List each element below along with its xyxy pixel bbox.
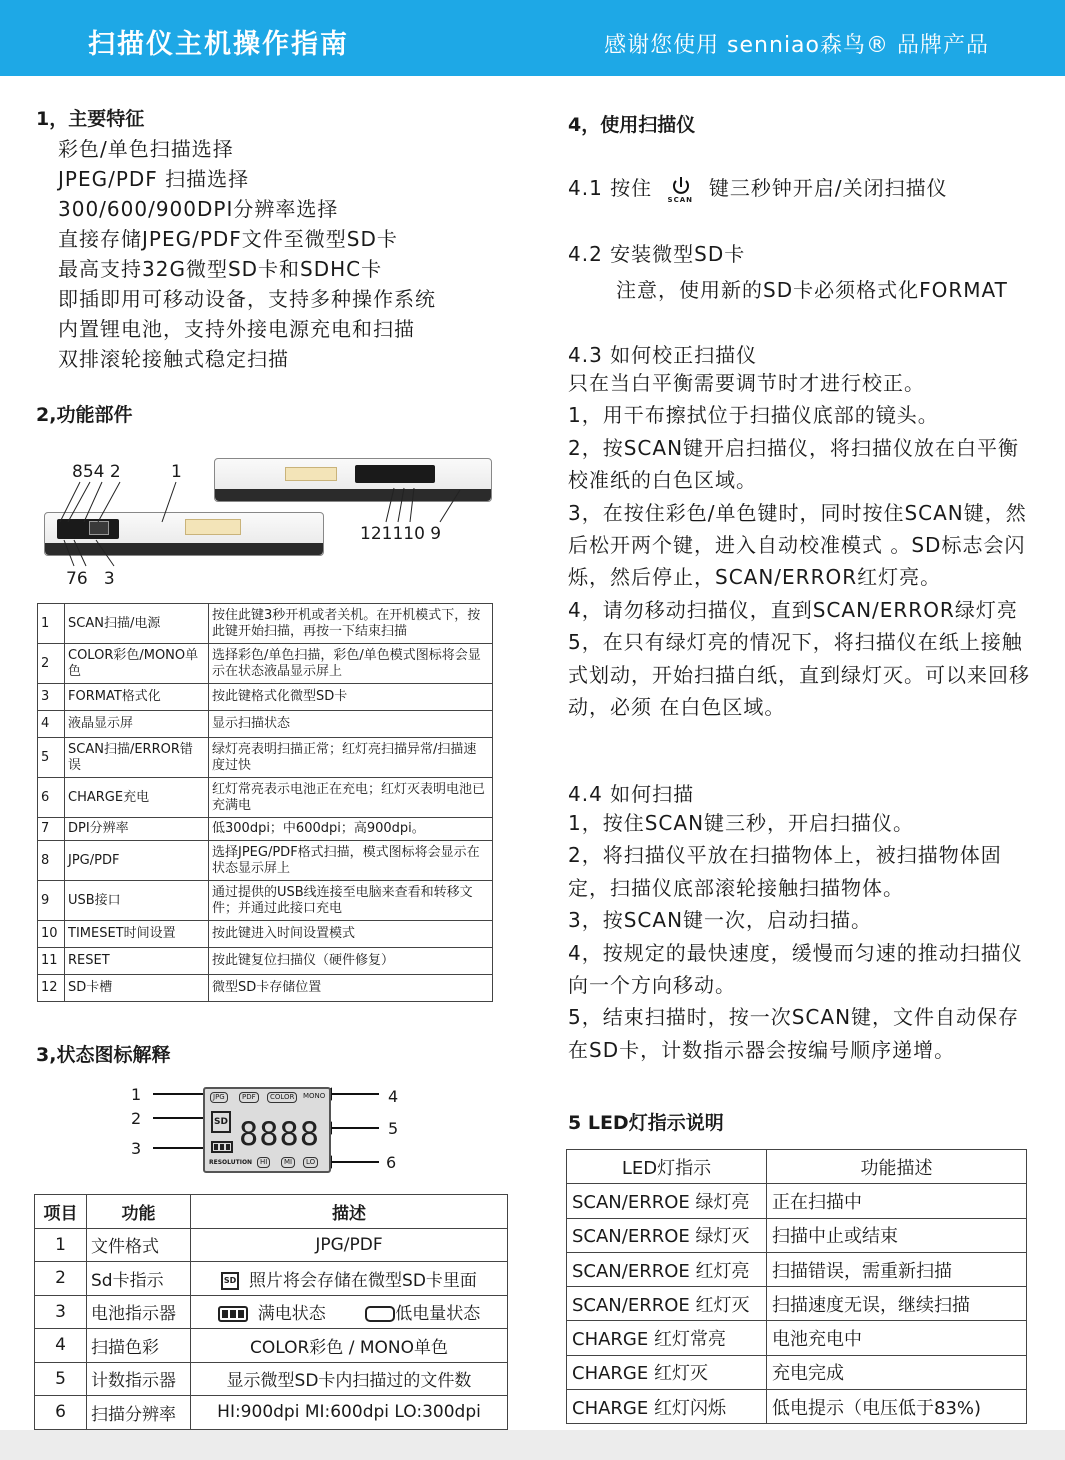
step-4-4-body: 1，按住SCAN键三秒，开启扫描仪。 2，将扫描仪平放在扫描物体上，被扫描物体固定，扫描仪底部滚轮接触扫描物体。 3，按SCAN键一次，启动扫描。 4，按规定的最快速度，缓慢而匀速的推动扫描仪向一个方向移动。 5，结束扫描时，按一次SCAN键，文件自动保存在SD卡，计数指示器会按编号顺序递增。 — [568, 811, 1023, 1062]
step-4-1-pre: 4.1 按住 — [568, 176, 653, 200]
row-description: JPG/PDF — [191, 1228, 508, 1262]
part-name: SD卡槽 — [65, 975, 209, 1002]
feature-item: JPEG/PDF 扫描选择 — [58, 167, 250, 191]
row-function: 扫描分辨率 — [87, 1396, 191, 1430]
table-row — [38, 841, 493, 881]
row-description — [191, 1295, 508, 1329]
lcd-tag-lo: LO — [303, 1157, 318, 1168]
part-name: RESET — [65, 948, 209, 975]
part-number: 1 — [38, 604, 65, 644]
part-description: 按住此键3秒开机或者关机。在开机模式下，按此键开始扫描，再按一下结束扫描 — [209, 604, 493, 644]
bottom-band — [0, 1430, 1065, 1460]
row-number: 4 — [35, 1329, 87, 1363]
part-number: 4 — [38, 711, 65, 738]
col-header: 功能描述 — [767, 1150, 1027, 1184]
table-row — [38, 711, 493, 738]
table-row — [35, 1329, 508, 1363]
diagram-label: 1 — [171, 462, 182, 482]
col-header: LED灯指示 — [567, 1150, 767, 1184]
part-name: 液晶显示屏 — [65, 711, 209, 738]
led-function: 扫描中止或结束 — [767, 1218, 1027, 1252]
led-function: 低电提示（电压低于83%) — [767, 1390, 1027, 1424]
lcd-tag-pdf: PDF — [239, 1092, 259, 1103]
part-number: 8 — [38, 841, 65, 881]
table-row — [38, 881, 493, 921]
part-name: TIMESET时间设置 — [65, 921, 209, 948]
table-row — [38, 738, 493, 778]
table-row — [567, 1390, 1027, 1424]
table-row — [38, 948, 493, 975]
table-header-row — [567, 1150, 1027, 1184]
led-indicator: SCAN/ERROE 绿灯亮 — [567, 1184, 767, 1218]
led-function: 正在扫描中 — [767, 1184, 1027, 1218]
part-number: 12 — [38, 975, 65, 1002]
led-function: 电池充电中 — [767, 1321, 1027, 1355]
col-header: 功能 — [87, 1195, 191, 1229]
feature-item: 300/600/900DPI分辨率选择 — [58, 197, 339, 221]
row-function: 文件格式 — [87, 1228, 191, 1262]
status-icon-diagram — [125, 1080, 415, 1180]
part-name: DPI分辨率 — [65, 818, 209, 841]
led-function: 扫描错误，需重新扫描 — [767, 1252, 1027, 1286]
part-description: 通过提供的USB线连接至电脑来查看和转移文件；并通过此接口充电 — [209, 881, 493, 921]
part-description: 按此键进入时间设置模式 — [209, 921, 493, 948]
row-function: 电池指示器 — [87, 1295, 191, 1329]
parts-table — [37, 603, 493, 1002]
part-number: 7 — [38, 818, 65, 841]
table-row — [38, 644, 493, 684]
diagram-label: 121110 9 — [360, 524, 442, 544]
lcd-tag-mono: MONO — [303, 1092, 326, 1100]
lcd-tag-hi: HI — [257, 1157, 270, 1168]
section4-title: 4，使用扫描仪 — [568, 114, 696, 136]
section2-title: 2,功能部件 — [36, 404, 133, 426]
row-description: 显示微型SD卡内扫描过的文件数 — [191, 1362, 508, 1396]
header-banner — [0, 0, 1065, 76]
led-indicator: SCAN/ERROE 红灯灭 — [567, 1287, 767, 1321]
battery-low-label: 低电量状态 — [395, 1304, 481, 1325]
sd-card-icon: SD — [211, 1111, 231, 1133]
table-row — [567, 1252, 1027, 1286]
callout-number: 6 — [386, 1153, 397, 1172]
row-function: 计数指示器 — [87, 1362, 191, 1396]
table-row — [35, 1362, 508, 1396]
part-number: 10 — [38, 921, 65, 948]
section1-title: 1，主要特征 — [36, 108, 145, 130]
callout-number: 2 — [131, 1109, 142, 1128]
section5-title: 5 LED灯指示说明 — [568, 1112, 724, 1134]
lcd-display-illustration — [203, 1087, 331, 1173]
table-row — [38, 778, 493, 818]
row-description: COLOR彩色 / MONO单色 — [191, 1329, 508, 1363]
feature-item: 双排滚轮接触式稳定扫描 — [58, 347, 289, 371]
table-row — [38, 604, 493, 644]
part-description: 选择彩色/单色扫描，彩色/单色模式图标将会显示在状态液晶显示屏上 — [209, 644, 493, 684]
table-row — [35, 1262, 508, 1296]
section3-title: 3,状态图标解释 — [36, 1044, 171, 1066]
part-name: JPG/PDF — [65, 841, 209, 881]
led-indicator: CHARGE 红灯常亮 — [567, 1321, 767, 1355]
table-row — [567, 1355, 1027, 1389]
brand-thanks: 感谢您使用 senniao森鸟® 品牌产品 — [604, 33, 989, 58]
row-function: Sd卡指示 — [87, 1262, 191, 1296]
step-4-3-body: 只在当白平衡需要调节时才进行校正。 1，用干布擦拭位于扫描仪底部的镜头。 2，按SCAN键开启扫描仪，将扫描仪放在白平衡校准纸的白色区域。 3，在按住彩色/单色键时，同时按住SCAN键，然后松开两个键，进入自动校准模式 。SD标志会闪烁，然后停止，SCAN/ERROR红灯亮。 4，请勿移动扫描仪，直到SCAN/ERROR绿灯亮 5，在只有绿灯亮的情况下，将扫描仪在纸上接触式划动，开始扫描白纸，直到绿灯灭。可以来回移动，必须 在白色区域。 — [568, 371, 1030, 720]
feature-item: 最高支持32G微型SD卡和SDHC卡 — [58, 257, 383, 281]
part-description: 显示扫描状态 — [209, 711, 493, 738]
power-icon-label: SCAN — [667, 195, 693, 204]
row-number: 1 — [35, 1228, 87, 1262]
led-function: 充电完成 — [767, 1355, 1027, 1389]
step-4-1-post: 键三秒钟开启/关闭扫描仪 — [708, 176, 948, 200]
col-header: 项目 — [35, 1195, 87, 1229]
row-function: 扫描色彩 — [87, 1329, 191, 1363]
part-name: USB接口 — [65, 881, 209, 921]
feature-item: 直接存储JPEG/PDF文件至微型SD卡 — [58, 227, 398, 251]
battery-full-icon — [218, 1306, 248, 1322]
led-indicator: SCAN/ERROE 红灯亮 — [567, 1252, 767, 1286]
row-description: HI:900dpi MI:600dpi LO:300dpi — [191, 1396, 508, 1430]
part-name: COLOR彩色/MONO单色 — [65, 644, 209, 684]
part-name: SCAN扫描/ERROR错误 — [65, 738, 209, 778]
table-row — [567, 1287, 1027, 1321]
table-row — [35, 1396, 508, 1430]
part-number: 11 — [38, 948, 65, 975]
battery-low-icon — [365, 1306, 395, 1322]
power-icon — [666, 175, 696, 205]
scanner-diagram — [30, 450, 520, 600]
col-header: 描述 — [191, 1195, 508, 1229]
feature-item: 彩色/单色扫描选择 — [58, 137, 234, 161]
part-description: 低300dpi；中600dpi；高900dpi。 — [209, 818, 493, 841]
part-description: 按此键复位扫描仪（硬件修复） — [209, 948, 493, 975]
led-function: 扫描速度无误，继续扫描 — [767, 1287, 1027, 1321]
part-name: FORMAT格式化 — [65, 684, 209, 711]
feature-item: 内置锂电池，支持外接电源充电和扫描 — [58, 317, 415, 341]
part-number: 2 — [38, 644, 65, 684]
part-description: 绿灯亮表明扫描正常；红灯亮扫描异常/扫描速度过快 — [209, 738, 493, 778]
part-number: 5 — [38, 738, 65, 778]
table-row — [38, 975, 493, 1002]
table-row — [38, 818, 493, 841]
led-indicator: CHARGE 红灯闪烁 — [567, 1390, 767, 1424]
lcd-tag-jpg: JPG — [210, 1092, 228, 1103]
step-4-3-title: 4.3 如何校正扫描仪 — [568, 343, 758, 367]
table-row — [567, 1321, 1027, 1355]
part-description: 按此键格式化微型SD卡 — [209, 684, 493, 711]
part-number: 6 — [38, 778, 65, 818]
row-number: 5 — [35, 1362, 87, 1396]
table-row — [567, 1184, 1027, 1218]
part-number: 9 — [38, 881, 65, 921]
led-indicator: CHARGE 红灯灭 — [567, 1355, 767, 1389]
diagram-label: 76 3 — [66, 569, 115, 589]
led-table — [566, 1149, 1027, 1424]
step-4-1 — [568, 172, 948, 205]
feature-list — [58, 134, 436, 374]
sd-desc: 照片将会存储在微型SD卡里面 — [249, 1270, 477, 1291]
table-row — [38, 921, 493, 948]
lcd-tag-color: COLOR — [267, 1092, 297, 1103]
step-4-2: 4.2 安装微型SD卡 — [568, 242, 746, 266]
lcd-tag-mi: MI — [281, 1157, 295, 1168]
table-row — [35, 1228, 508, 1262]
battery-full-label: 满电状态 — [257, 1304, 326, 1325]
part-description: 微型SD卡存储位置 — [209, 975, 493, 1002]
step-4-4-title: 4.4 如何扫描 — [568, 782, 695, 806]
battery-full-icon — [211, 1141, 233, 1153]
part-name: CHARGE充电 — [65, 778, 209, 818]
led-indicator: SCAN/ERROE 绿灯灭 — [567, 1218, 767, 1252]
table-row — [567, 1218, 1027, 1252]
table-row — [38, 684, 493, 711]
diagram-label: 854 2 — [72, 462, 121, 482]
callout-number: 4 — [388, 1087, 399, 1106]
sd-card-icon: SD — [221, 1272, 239, 1290]
callout-number: 5 — [388, 1119, 399, 1138]
step-4-2-note: 注意，使用新的SD卡必须格式化FORMAT — [616, 278, 1008, 302]
row-number: 3 — [35, 1295, 87, 1329]
callout-number: 3 — [131, 1139, 142, 1158]
part-description: 选择JPEG/PDF格式扫描，模式图标将会显示在状态显示屏上 — [209, 841, 493, 881]
resolution-label: RESOLUTION — [209, 1159, 253, 1166]
table-row — [35, 1295, 508, 1329]
part-name: SCAN扫描/电源 — [65, 604, 209, 644]
file-counter-digits: 8888 — [239, 1115, 321, 1153]
row-number: 2 — [35, 1262, 87, 1296]
status-icon-table — [34, 1194, 508, 1430]
row-description — [191, 1262, 508, 1296]
part-description: 红灯常亮表示电池正在充电；红灯灭表明电池已充满电 — [209, 778, 493, 818]
part-number: 3 — [38, 684, 65, 711]
feature-item: 即插即用可移动设备，支持多种操作系统 — [58, 287, 436, 311]
callout-number: 1 — [131, 1085, 142, 1104]
row-number: 6 — [35, 1396, 87, 1430]
page-title: 扫描仪主机操作指南 — [88, 29, 349, 60]
